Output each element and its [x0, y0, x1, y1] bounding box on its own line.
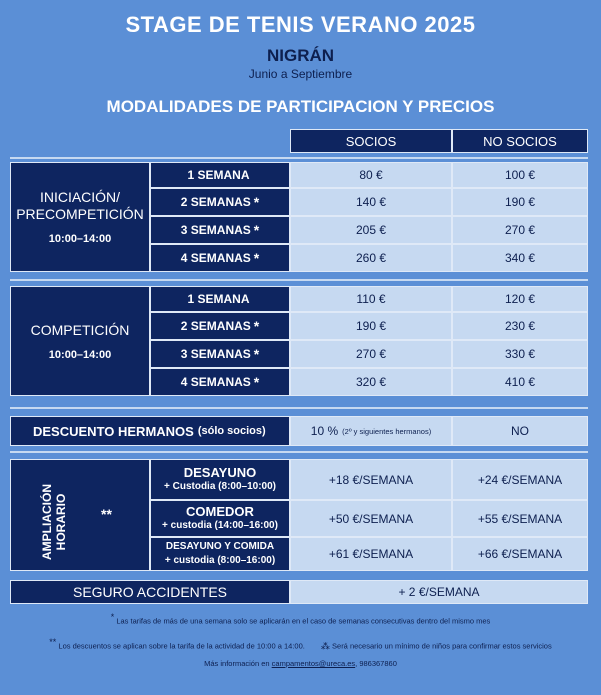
group-name: INICIACIÓN/ PRECOMPETICIÓN [16, 189, 144, 222]
extended-hours-text: AMPLIACIÓN HORARIO [40, 484, 68, 560]
dates-subtitle: Junio a Septiembre [248, 67, 353, 81]
extended-option-name: DESAYUNO Y COMIDA [165, 541, 275, 552]
price-socios: 140 € [290, 188, 452, 216]
week-label: 2 SEMANAS * [150, 188, 290, 216]
price-no-socios: 120 € [452, 286, 588, 312]
extended-hours-label [10, 459, 150, 571]
price-socios: 80 € [290, 162, 452, 188]
week-text: 4 SEMANAS [180, 375, 251, 389]
page-title: STAGE DE TENIS VERANO 2025 [125, 12, 476, 37]
footnote-consecutive-weeks [0, 612, 601, 626]
contact-phone: , 986367860 [355, 659, 397, 668]
week-label: 2 SEMANAS * [150, 312, 290, 340]
price-socios: 110 € [290, 286, 452, 312]
discount-socios-value: 10 % [310, 424, 339, 438]
insurance-value: + 2 €/SEMANA [290, 580, 588, 604]
insurance-label: SEGURO ACCIDENTES [10, 580, 290, 604]
extended-price-socios: +18 €/SEMANA [290, 459, 452, 500]
extended-price-no-socios: +24 €/SEMANA [452, 459, 588, 500]
week-label: 3 SEMANAS * [150, 340, 290, 368]
week-text: 2 SEMANAS [180, 319, 251, 333]
discount-label-text: DESCUENTO HERMANOS [33, 423, 194, 439]
price-no-socios: 100 € [452, 162, 588, 188]
price-socios: 320 € [290, 368, 452, 396]
contact-email-link[interactable]: campamentos@ureca.es [271, 659, 356, 668]
price-socios: 260 € [290, 244, 452, 272]
contact-info [0, 659, 601, 668]
price-no-socios: 190 € [452, 188, 588, 216]
extended-option-name: COMEDOR [186, 503, 254, 519]
footnote-discounts [0, 637, 601, 652]
footnote-text: Los descuentos se aplican sobre la tarifa de la actividad de 10:00 a 14:00. [58, 641, 305, 651]
extended-price-socios: +61 €/SEMANA [290, 537, 452, 571]
group-name: COMPETICIÓN [30, 321, 130, 338]
price-socios: 205 € [290, 216, 452, 244]
week-label [150, 162, 290, 188]
week-label: 3 SEMANAS * [150, 216, 290, 244]
divider [10, 279, 588, 281]
price-no-socios: 340 € [452, 244, 588, 272]
group-label-iniciacion [10, 162, 150, 272]
extended-hours-stars: ** [101, 506, 112, 522]
extended-option-schedule: + custodia (14:00–16:00) [162, 519, 278, 531]
week-text: 2 SEMANAS [180, 195, 251, 209]
week-text: 1 SEMANA [187, 168, 250, 182]
price-socios: 190 € [290, 312, 452, 340]
price-socios: 270 € [290, 340, 452, 368]
price-no-socios: 230 € [452, 312, 588, 340]
contact-prefix: Más información en [204, 659, 270, 668]
week-text: 4 SEMANAS [180, 251, 251, 265]
extended-option-schedule: + Custodia (8:00–10:00) [164, 480, 276, 492]
section-title: MODALIDADES DE PARTICIPACION Y PRECIOS [106, 97, 495, 116]
discount-socios [290, 416, 452, 446]
extended-option-label [150, 500, 290, 537]
extended-option-label [150, 459, 290, 500]
week-label: 4 SEMANAS * [150, 368, 290, 396]
discount-label-note: (sólo socios) [197, 425, 266, 437]
extended-option-label [150, 537, 290, 571]
column-header-socios: SOCIOS [290, 129, 452, 153]
week-text: 1 SEMANA [187, 292, 250, 306]
week-text: 3 SEMANAS [180, 347, 251, 361]
footnote-text: Las tarifas de más de una semana solo se aplicarán en el caso de semanas consecutivas dentro del mismo mes [116, 616, 491, 626]
footnote-star: ⁂ [320, 640, 330, 651]
footnote-star: * [110, 612, 115, 622]
discount-socios-note: (2º y siguientes hermanos) [342, 426, 432, 436]
extended-option-schedule: + custodia (8:00–16:00) [164, 555, 276, 566]
week-label: 4 SEMANAS * [150, 244, 290, 272]
group-label-competicion [10, 286, 150, 396]
divider [10, 451, 588, 453]
price-no-socios: 270 € [452, 216, 588, 244]
price-no-socios: 330 € [452, 340, 588, 368]
discount-no-socios: NO [452, 416, 588, 446]
group-time: 10:00–14:00 [48, 233, 112, 245]
divider [10, 157, 588, 159]
week-label [150, 286, 290, 312]
price-no-socios: 410 € [452, 368, 588, 396]
extended-price-no-socios: +55 €/SEMANA [452, 500, 588, 537]
column-header-no-socios: NO SOCIOS [452, 129, 588, 153]
footnote-text: Será necesario un mínimo de niños para confirmar estos servicios [332, 641, 552, 651]
footnote-star: ** [49, 637, 57, 647]
group-time: 10:00–14:00 [48, 348, 112, 361]
location-title: NIGRÁN [266, 46, 335, 65]
extended-price-no-socios: +66 €/SEMANA [452, 537, 588, 571]
extended-option-name: DESAYUNO [183, 464, 257, 480]
extended-price-socios: +50 €/SEMANA [290, 500, 452, 537]
discount-label [10, 416, 290, 446]
divider [10, 407, 588, 409]
week-text: 3 SEMANAS [180, 223, 251, 237]
